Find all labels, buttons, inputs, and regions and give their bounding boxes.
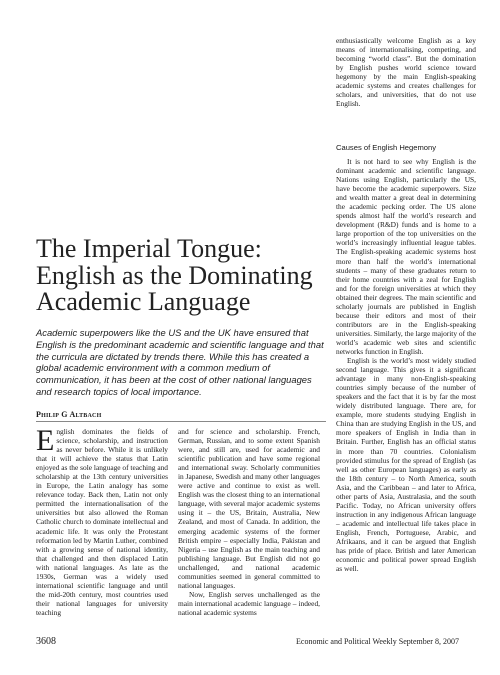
body-column-1 [36,424,168,617]
article-title: The Imperial Tongue: English as the Dominating Academic Language [36,234,313,316]
body-paragraph: Now, English serves unchallenged as the main international academic language – indeed, national academic systems [178,589,320,617]
author-byline: Philip G Altbach [36,410,102,419]
top-right-text-block [336,36,476,108]
journal-footer: Economic and Political Weekly September 8, 2007 [296,637,459,646]
body-paragraph: It is not hard to see why English is the dominant academic and scientific language. Nations using English, particularly the US, have become the academic superpowers. Size and wealth matter a great deal in determining the academic pecking order. The US alone spends almost half the world’s research and development (R&D) funds and is home to a large proportion of the top universities on the world’s increasingly influential league tables. The English-speaking academic systems host more than half the world’s international students – many of these graduates return to their home countries with a zeal for English and for the foreign universities at which they obtained their degrees. The main scientific and scholarly journals are published in English because their editors and most of their contributors are in the English-speaking universities. Similarly, the large majority of the world’s academic web sites and scientific networks function in English. [336,157,476,356]
opening-paragraph-text: nglish dominates the fields of science, scholarship, and instruction as never before. While it is unlikely that it will achieve the status that Latin enjoyed as the sole language of teaching and scholarship at the 13th century universities in Europe, the Latin analogy has some relevance today. Back then, Latin not only permitted the internationalisation of the universities but also allowed the Roman Catholic church to dominate intellectual and academic life. It was only the Protestant reformation led by Martin Luther, combined with a growing sense of national identity, that challenged and then displaced Latin with national languages. As late as the 1930s, German was a widely used international scientific language and until the mid-20th century, most countries used their national languages for university teaching [36,427,168,617]
drop-cap: E [36,424,55,457]
opening-paragraph [36,424,168,617]
byline-rule [36,421,326,422]
page-number: 3608 [36,636,56,647]
body-paragraph: English is the world’s most widely studied second language. This gives it a significant advantage in many non-English-speaking countries simply because of the number of speakers and the fact that it is by far the most widely distributed language. There are, for example, more students studying English in China than are studying English in the US, and more speakers of English in India than in Britain. Further, English has an official status in more than 70 countries. Colonialism provided stimulus for the spread of English (as well as other European languages) as early as the 18th century – to North America, south Asia, and the Caribbean – and later to Africa, other parts of Asia, Australasia, and the south Pacific. Today, no African university offers instruction in any indigenous African language – academic and intellectual life takes place in English, French, Portuguese, Arabic, and Afrikaans, and it can be argued that English has pride of place. British and later American economic and political power spread English as well. [336,356,476,574]
body-column-3 [336,143,476,573]
body-paragraph: and for science and scholarship. French, German, Russian, and to some extent Spanish were, and still are, used for academic and scientific publication and have some regional and international sway. Scholarly communities in Japanese, Swedish and many other languages were active and continue to exist as well. English was the closest thing to an international language, with several major academic systems using it – the US, Britain, Australia, New Zealand, and most of Canada. In addition, the emerging academic systems of the former British empire – especially India, Pakistan and Nigeria – use English as the main teaching and publishing language. But English did not go unchallenged, and national academic communities seemed in general committed to national languages. [178,427,320,590]
section-heading: Causes of English Hegemony [336,143,437,152]
top-right-paragraph: enthusiastically welcome English as a key means of internationalising, competing, and becoming “world class”. But the domination by English pushes world science toward hegemony by the main English-speaking academic systems and creates challenges for scholars, and universities, that do not use English. [336,36,476,109]
body-column-2 [178,427,320,617]
article-standfirst: Academic superpowers like the US and the UK have ensured that English is the predominant academic and scientific language and that the curricula are dictated by trends there. While this has created a global academic environment with a common medium of communication, it has been at the cost of other national languages and research topics of local importance. [36,327,324,397]
